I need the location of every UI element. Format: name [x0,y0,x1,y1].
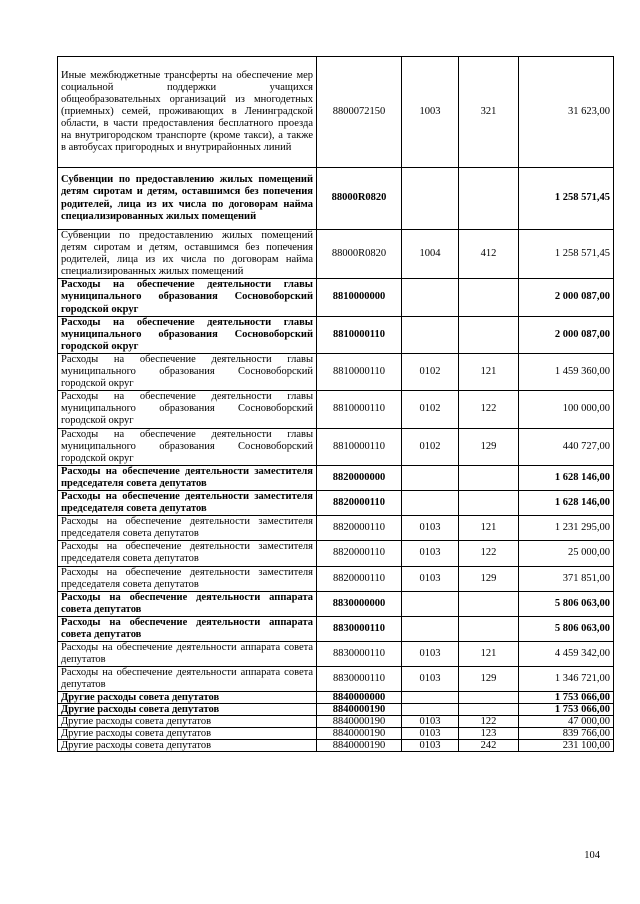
amount-cell: 5 806 063,00 [519,591,614,616]
expense-type-cell: 122 [459,391,519,428]
target-article-cell: 8840000190 [317,704,402,716]
amount-cell: 1 753 066,00 [519,704,614,716]
section-cell: 0102 [402,353,459,390]
section-cell: 0102 [402,391,459,428]
expense-type-cell: 123 [459,728,519,740]
row-name-cell: Расходы на обеспечение деятельности главы муниципального образования Сосновоборский городской округ [58,316,317,353]
row-name-cell: Расходы на обеспечение деятельности аппарата совета депутатов [58,667,317,692]
expense-type-cell [459,616,519,641]
target-article-cell: 8820000110 [317,516,402,541]
expense-type-cell: 242 [459,740,519,752]
table-row [58,391,614,428]
amount-cell: 4 459 342,00 [519,642,614,667]
expense-type-cell: 321 [459,57,519,168]
row-name-cell: Расходы на обеспечение деятельности главы муниципального образования Сосновоборский городской округ [58,428,317,465]
target-article-cell: 8820000110 [317,566,402,591]
expense-type-cell [459,316,519,353]
table-row [58,704,614,716]
section-cell: 0103 [402,728,459,740]
expense-type-cell [459,704,519,716]
amount-cell: 839 766,00 [519,728,614,740]
table-row [58,428,614,465]
target-article-cell: 8810000110 [317,316,402,353]
row-name-cell: Расходы на обеспечение деятельности аппарата совета депутатов [58,616,317,641]
amount-cell: 5 806 063,00 [519,616,614,641]
row-name-cell: Другие расходы совета депутатов [58,704,317,716]
amount-cell: 1 231 295,00 [519,516,614,541]
row-name-cell: Расходы на обеспечение деятельности главы муниципального образования Сосновоборский городской округ [58,353,317,390]
row-name-cell: Расходы на обеспечение деятельности главы муниципального образования Сосновоборский городской округ [58,279,317,316]
table-row [58,728,614,740]
amount-cell: 440 727,00 [519,428,614,465]
row-name-cell: Другие расходы совета депутатов [58,728,317,740]
target-article-cell: 8820000110 [317,541,402,566]
amount-cell: 371 851,00 [519,566,614,591]
amount-cell: 1 346 721,00 [519,667,614,692]
expense-type-cell [459,692,519,704]
section-cell: 0103 [402,516,459,541]
expense-type-cell: 121 [459,353,519,390]
amount-cell: 25 000,00 [519,541,614,566]
section-cell: 0103 [402,642,459,667]
budget-table [57,56,614,752]
table-row [58,465,614,490]
target-article-cell: 8830000110 [317,667,402,692]
expense-type-cell: 122 [459,541,519,566]
target-article-cell: 88000R0820 [317,230,402,279]
section-cell: 0103 [402,716,459,728]
table-row [58,541,614,566]
row-name-cell: Иные межбюджетные трансферты на обеспечение мер социальной поддержки учащихся общеобразовательных организаций из многодетных (приемных) семей, проживающих в Ленинградской области, в части предоставления бесплатного проезда на внутригородском транспорте (кроме такси), а также в автобусах пригородных и внутрирайонных линий [58,57,317,168]
expense-type-cell [459,490,519,515]
target-article-cell: 8820000000 [317,465,402,490]
section-cell [402,616,459,641]
target-article-cell: 8830000000 [317,591,402,616]
table-row [58,642,614,667]
expense-type-cell: 129 [459,428,519,465]
target-article-cell: 8810000110 [317,391,402,428]
table-row [58,516,614,541]
row-name-cell: Другие расходы совета депутатов [58,692,317,704]
amount-cell: 47 000,00 [519,716,614,728]
expense-type-cell [459,465,519,490]
table-row [58,616,614,641]
section-cell [402,279,459,316]
target-article-cell: 8810000000 [317,279,402,316]
section-cell [402,591,459,616]
section-cell [402,168,459,230]
section-cell [402,692,459,704]
row-name-cell: Расходы на обеспечение деятельности заместителя председателя совета депутатов [58,566,317,591]
target-article-cell: 88000R0820 [317,168,402,230]
row-name-cell: Расходы на обеспечение деятельности аппарата совета депутатов [58,642,317,667]
amount-cell: 100 000,00 [519,391,614,428]
section-cell: 0103 [402,740,459,752]
target-article-cell: 8840000190 [317,716,402,728]
expense-type-cell [459,591,519,616]
target-article-cell: 8810000110 [317,353,402,390]
table-row [58,740,614,752]
row-name-cell: Расходы на обеспечение деятельности заместителя председателя совета депутатов [58,465,317,490]
expense-type-cell: 129 [459,667,519,692]
amount-cell: 1 628 146,00 [519,465,614,490]
row-name-cell: Расходы на обеспечение деятельности заместителя председателя совета депутатов [58,541,317,566]
amount-cell: 231 100,00 [519,740,614,752]
page-number: 104 [584,850,600,861]
row-name-cell: Субвенции по предоставлению жилых помещений детям сиротам и детям, оставшимся без попечения родителей, лица из их числа по договорам найма специализированных жилых помещений [58,168,317,230]
row-name-cell: Субвенции по предоставлению жилых помещений детям сиротам и детям, оставшимся без попечения родителей, лица из их числа по договорам найма специализированных жилых помещений [58,230,317,279]
expense-type-cell: 121 [459,516,519,541]
section-cell [402,704,459,716]
section-cell: 0102 [402,428,459,465]
target-article-cell: 8800072150 [317,57,402,168]
table-row [58,716,614,728]
table-row [58,230,614,279]
table-row [58,353,614,390]
expense-type-cell [459,168,519,230]
amount-cell: 1 258 571,45 [519,230,614,279]
amount-cell: 2 000 087,00 [519,316,614,353]
expense-type-cell: 122 [459,716,519,728]
table-row [58,316,614,353]
expense-type-cell: 121 [459,642,519,667]
amount-cell: 1 753 066,00 [519,692,614,704]
section-cell: 0103 [402,566,459,591]
target-article-cell: 8840000190 [317,740,402,752]
section-cell: 0103 [402,667,459,692]
row-name-cell: Расходы на обеспечение деятельности главы муниципального образования Сосновоборский городской округ [58,391,317,428]
amount-cell: 1 459 360,00 [519,353,614,390]
amount-cell: 1 258 571,45 [519,168,614,230]
table-row [58,168,614,230]
section-cell: 1003 [402,57,459,168]
target-article-cell: 8840000190 [317,728,402,740]
section-cell: 0103 [402,541,459,566]
row-name-cell: Расходы на обеспечение деятельности заместителя председателя совета депутатов [58,516,317,541]
row-name-cell: Другие расходы совета депутатов [58,740,317,752]
amount-cell: 1 628 146,00 [519,490,614,515]
expense-type-cell: 412 [459,230,519,279]
table-row [58,566,614,591]
section-cell [402,316,459,353]
target-article-cell: 8830000110 [317,616,402,641]
target-article-cell: 8810000110 [317,428,402,465]
table-row [58,490,614,515]
target-article-cell: 8840000000 [317,692,402,704]
target-article-cell: 8820000110 [317,490,402,515]
table-row [58,667,614,692]
row-name-cell: Расходы на обеспечение деятельности заместителя председателя совета депутатов [58,490,317,515]
row-name-cell: Расходы на обеспечение деятельности аппарата совета депутатов [58,591,317,616]
amount-cell: 31 623,00 [519,57,614,168]
row-name-cell: Другие расходы совета депутатов [58,716,317,728]
amount-cell: 2 000 087,00 [519,279,614,316]
expense-type-cell [459,279,519,316]
table-row [58,591,614,616]
table-row [58,57,614,168]
table-row [58,279,614,316]
section-cell: 1004 [402,230,459,279]
expense-type-cell: 129 [459,566,519,591]
table-row [58,692,614,704]
section-cell [402,490,459,515]
section-cell [402,465,459,490]
target-article-cell: 8830000110 [317,642,402,667]
